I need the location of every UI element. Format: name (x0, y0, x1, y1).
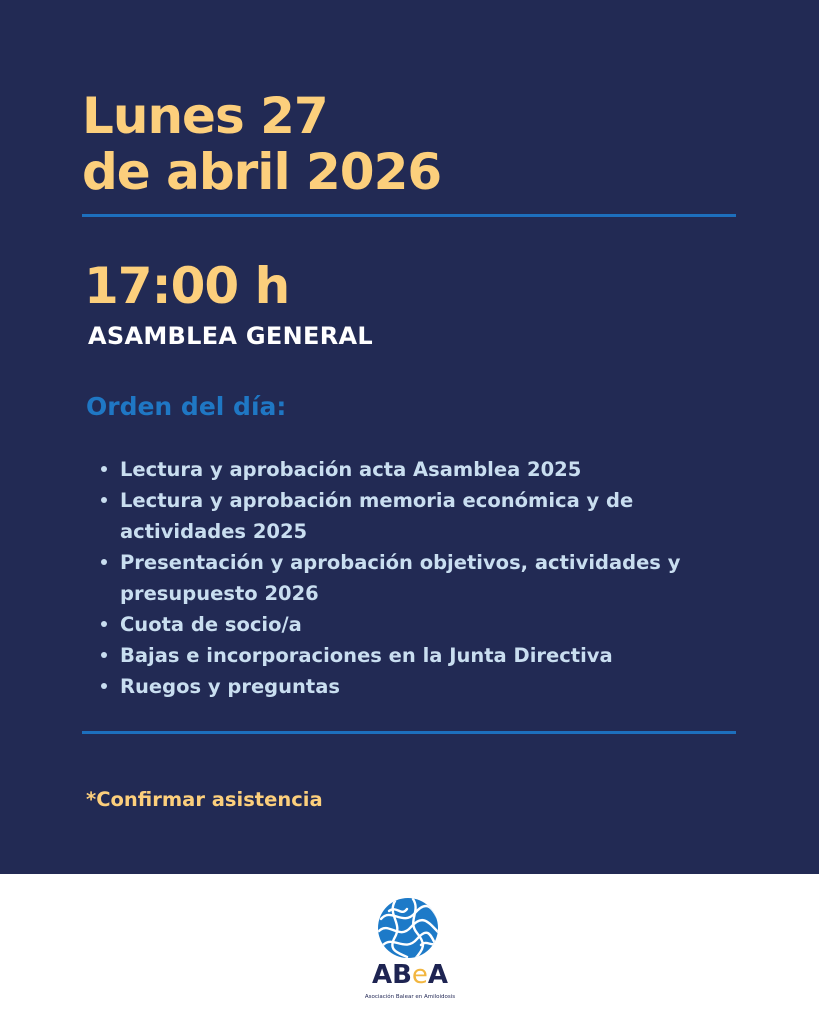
agenda-item: Presentación y aprobación objetivos, actividades y presupuesto 2026 (100, 547, 760, 609)
logo-wordmark-part: A (427, 960, 449, 990)
logo-wordmark-part: e (411, 960, 428, 990)
divider-top (82, 214, 736, 217)
agenda-item: Lectura y aprobación memoria económica y de actividades 2025 (100, 485, 760, 547)
globe-swirl-icon (377, 897, 439, 959)
abea-logo (330, 892, 490, 1012)
event-title: ASAMBLEA GENERAL (88, 322, 373, 350)
agenda-item: Cuota de socio/a (100, 609, 760, 640)
confirm-attendance-note: *Confirmar asistencia (86, 788, 323, 811)
logo-tagline: Asociación Balear en Amiloidosis (364, 994, 456, 1000)
agenda-item: Lectura y aprobación acta Asamblea 2025 (100, 454, 760, 485)
agenda-list (100, 454, 760, 702)
logo-wordmark-part: AB (371, 960, 412, 990)
agenda-item: Ruegos y preguntas (100, 671, 760, 702)
divider-bottom (82, 731, 736, 734)
date-line-1: Lunes 27 (82, 87, 328, 145)
agenda-title: Orden del día: (86, 392, 287, 421)
event-date (82, 88, 441, 200)
agenda-item: Bajas e incorporaciones en la Junta Directiva (100, 640, 760, 671)
logo-wordmark (330, 960, 490, 990)
event-time: 17:00 h (84, 257, 290, 315)
date-line-2: de abril 2026 (82, 143, 442, 201)
